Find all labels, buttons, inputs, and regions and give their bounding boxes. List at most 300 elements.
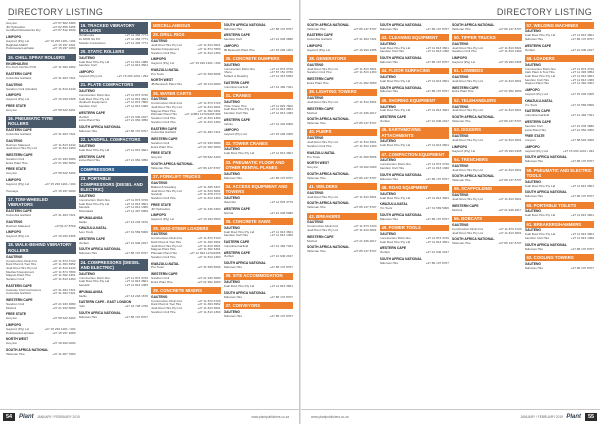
phone-number[interactable]: +27 11 874 7800 [197,46,221,51]
company-name: Columbia Garfield [307,38,332,42]
phone-number[interactable]: +27 11 813 3601 [197,105,221,110]
region-label: GAUTENG [223,147,240,152]
phone-number[interactable]: +27 15 297 1060 [52,46,76,51]
listing-row [525,267,595,271]
phone-number[interactable]: +27 11 813 1360 [425,49,449,54]
phone-number[interactable]: +27 11 436 7771 [124,40,148,45]
phone-number[interactable]: +27 21 933 3680 [52,301,76,306]
phone-number[interactable]: +27 11 392 3301 [197,247,221,252]
phone-number[interactable]: +27 11 813 3601 [197,188,221,193]
phone-number[interactable]: +27 41 484 7321 [570,113,594,118]
phone-number[interactable]: +27 11 397 6000 [124,208,148,213]
phone-number[interactable]: +27 41 484 7321 [52,132,76,137]
phone-number[interactable]: +27 11 813 3601 [570,74,594,79]
listing-row [151,121,221,125]
phone-number[interactable]: +27 11 873 3720 [498,226,522,231]
phone-number[interactable]: +27 11 813 3601 [124,63,148,68]
phone-number[interactable]: +27 86 137 8707 [570,159,594,164]
listing-row [224,86,294,90]
directory-section [224,302,294,318]
phone-number[interactable]: +27 41 484 7321 [269,243,293,248]
directory-section [224,273,294,289]
phone-number[interactable]: +27 11 813 1360 [353,70,377,75]
phone-number[interactable]: +27 18 462 0200 [353,165,377,170]
region-label: WESTERN CAPE [452,203,479,208]
phone-number[interactable]: +27 41 484 7321 [52,287,76,292]
directory-section [79,82,149,109]
region-label: MPUMALANGA [78,215,103,220]
region-label: WESTERN CAPE [379,115,407,120]
phone-number[interactable]: +27 11 813 3601 [353,194,377,199]
phone-number[interactable]: +27 11 813 1360 [124,283,148,288]
phone-number[interactable]: +27 11 873 3720 [124,275,148,280]
phone-number[interactable]: +27 11 813 3601 [498,230,522,235]
region-label: GAUTENG [524,261,541,266]
phone-number[interactable]: +27 11 813 3601 [498,108,522,113]
phone-number[interactable]: +27 11 813 1360 [124,205,148,210]
listing-row [224,152,294,156]
listing-row [307,166,377,170]
phone-number[interactable]: +27 11 813 3601 [124,147,148,152]
phone-number[interactable]: +27 21 444 6400 [269,121,293,126]
phone-number[interactable]: +27 21 946 5080 [269,210,293,215]
phone-number[interactable]: +27 11 813 3601 [353,66,377,71]
phone-number[interactable]: +27 31 569 5006 [425,206,449,211]
directory-section [6,324,76,335]
phone-number[interactable]: +27 41 484 7321 [353,37,377,42]
phone-number[interactable]: +27 11 813 4440 [52,265,76,270]
phone-number[interactable]: +27 58 622 3400 [52,316,76,321]
phone-number[interactable]: +27 31 569 5006 [197,265,221,270]
company-name: Pro Tools [524,103,538,107]
phone-number[interactable]: +27 21 946 2017 [124,114,148,119]
phone-number[interactable]: +27 11 874 7800 [52,269,76,274]
phone-number[interactable]: +27 11 813 3601 [570,33,594,38]
company-name: Dark Plant & Tool Hire [151,303,182,307]
phone-number[interactable]: +27 15 293 2305 [353,47,377,52]
phone-number[interactable]: +27 11 813 3601 [570,183,594,188]
phone-number[interactable]: +27 86 137 8707 [124,128,148,133]
phone-number[interactable]: +27 86 137 8707 [570,194,594,199]
phone-number[interactable]: +27 11 393 1862 [52,65,76,70]
phone-number[interactable]: +27 86 137 8707 [353,175,377,180]
footer-url[interactable]: www.plantpublishers.co.za [251,415,289,419]
phone-number[interactable]: +27 11 813 3601 [425,108,449,113]
company-name: Morbuti [78,115,89,119]
phone-number[interactable]: +27 41 484 7321 [197,130,221,135]
phone-number[interactable]: +27 86 137 8707 [353,26,377,31]
company-name: Joall Rout Hire Pty Ltd [452,139,483,143]
phone-number[interactable]: +27 21 952 3050 [353,81,377,86]
phone-number[interactable]: +27 11 392 3301 [197,108,221,113]
phone-number[interactable]: +27 11 967 7660 [52,351,76,356]
phone-number[interactable]: +27 11 813 3601 [425,195,449,200]
phone-number[interactable]: +27 18 213 0000 [197,82,221,87]
phone-number[interactable]: +27 15 293 1201 / 294 [189,61,221,66]
region-label: GAUTENG [78,143,95,148]
phone-number[interactable]: +27 11 873 3720 [269,66,293,71]
phone-number[interactable]: +27 11 813 1360 [52,277,76,282]
phone-number[interactable]: +27 11 393 3952 [197,302,221,307]
listing-row [380,251,450,255]
company-name: Morbuti [379,251,390,255]
company-name: Joall Rout Hire Pty Ltd [524,75,556,79]
phone-number[interactable]: +27 11 813 1360 [269,233,293,238]
phone-number[interactable]: +27 58 622 3401 [52,107,76,112]
phone-number[interactable]: +27 11 813 3601 [570,213,594,218]
listing-row [224,177,294,181]
phone-number[interactable]: +27 15 293 3560 [197,217,221,222]
company-name: Gaylord (Pty) Ltd [151,218,175,222]
phone-number[interactable]: +27 86 137 8707 [269,313,293,318]
phone-number[interactable]: +27 86 137 8707 [425,260,449,265]
phone-number[interactable]: +27 11 813 1360 [570,236,594,240]
phone-number[interactable]: +27 11 873 3720 [197,298,221,303]
phone-number[interactable]: +27 86 137 8707 [425,89,449,94]
phone-number[interactable]: +27 13 243 1670 [124,219,148,224]
phone-number[interactable]: +27 86 137 8707 [353,205,377,210]
company-name: Construction Distri-hire [78,198,110,202]
directory-column [6,22,76,408]
phone-number[interactable]: +27 86 137 8707 [425,176,449,181]
region-label: GAUTENG [307,62,324,67]
phone-number[interactable]: +27 11 813 3601 [498,45,522,50]
section-heading: 62. COOLING TOWERS [525,254,595,261]
phone-number[interactable]: +27 11 813 3601 [353,140,377,145]
listing-row [151,311,221,315]
phone-number[interactable]: +27 15 293 1201 / 294 [116,73,148,78]
phone-number[interactable]: +27 21 952 3050 [197,279,221,284]
phone-number[interactable]: +27 86 137 8707 [269,26,293,31]
region-label: SOUTH AFRICA NATIONAL [78,247,121,252]
phone-number[interactable]: +27 15 293 2305 [269,132,293,137]
directory-section [307,129,377,149]
phone-number[interactable]: +27 86 137 8707 [353,249,377,254]
company-name: Sandton Civil Hire [524,237,550,240]
company-name: Sandton Civil Hire [524,78,550,82]
phone-number[interactable]: +27 21 952 3050 [124,158,148,163]
phone-number[interactable]: +27 21 946 2017 [124,240,148,245]
phone-number[interactable]: +27 15 297 1060 [52,330,76,335]
company-name: Extra Plant Hire [452,90,474,94]
region-label: LIMPOPO [6,178,22,183]
phone-number[interactable]: +27 11 813 3601 [197,43,221,48]
listing-row [525,139,595,143]
phone-number[interactable]: +27 11 822 7602 [269,103,293,108]
phone-number[interactable]: +27 21 952 3050 [570,127,594,132]
phone-number[interactable]: +27 86 137 8707 [197,165,221,170]
phone-number[interactable]: +27 11 873 3720 [52,258,76,263]
phone-number[interactable]: +27 86 137 8707 [124,314,148,319]
phone-number[interactable]: +27 11 813 3601 [269,229,293,234]
phone-number[interactable]: +27 15 293 1201 / 294 [44,326,76,331]
region-label: LIMPOPO [6,322,22,327]
phone-number[interactable]: +27 15 293 1201 / 294 [562,148,594,153]
phone-number[interactable]: +27 86 137 8707 [425,59,449,64]
region-label: EASTERN CAPE - EAST LONDON [78,300,132,305]
phone-number[interactable]: +27 21 933 3680 [197,276,221,281]
phone-number[interactable]: +27 11 813 4440 [52,86,76,91]
listing-row [224,133,294,137]
phone-number[interactable]: +27 11 813 3601 [353,228,377,233]
section-heading: 21. PLATE COMPACTORS [79,82,149,89]
phone-number[interactable]: +27 58 622 3400 [570,138,594,143]
phone-number[interactable]: +27 11 393 3952 [197,240,221,245]
phone-number[interactable]: +27 11 436 7771 [124,36,148,41]
phone-number[interactable]: +27 21 946 2017 [353,238,377,243]
phone-number[interactable]: +27 82 856 3456 [52,24,76,29]
listing-row [380,197,450,201]
listing-row [6,88,76,92]
phone-number[interactable]: +27 11 436 7771 [124,33,148,38]
phone-number[interactable]: +27 86 137 8707 [269,294,293,299]
phone-number[interactable]: +27 11 814 1980 [124,59,148,64]
company-name: Joall Rout Hire Pty Ltd [6,266,37,270]
phone-number[interactable]: +27 21 952 3050 [197,144,221,149]
directory-section [307,213,377,233]
phone-number[interactable]: +27 21 952 3050 [498,89,522,94]
company-name: Talisman Hire [452,242,471,246]
phone-number[interactable]: +27 11 813 1360 [197,116,221,121]
directory-section [6,179,76,187]
phone-number[interactable]: +27 86 137 8707 [498,26,522,31]
phone-number[interactable]: +27 11 813 3601 [425,239,449,244]
phone-number[interactable]: +27 11 814 1990 [52,146,76,151]
region-label: FREE STATE [151,202,172,207]
phone-number[interactable]: +27 11 392 3301 [570,81,594,86]
directory-section [6,36,76,51]
phone-number[interactable]: +27 11 813 3601 [353,100,377,105]
section-heading: 35. CONCRETE SAWS [224,218,294,225]
phone-number[interactable]: +27 11 813 1360 [197,50,221,55]
phone-number[interactable]: +27 21 933 3680 [570,123,594,128]
region-label: GAUTENG [78,193,95,198]
phone-number[interactable]: +27 21 946 2017 [498,207,522,212]
phone-number[interactable]: +27 11 395 3327 [197,184,221,189]
listing-row [79,42,149,46]
phone-number[interactable]: +27 58 622 3400 [197,155,221,160]
listing-row [6,66,76,70]
phone-number[interactable]: +27 11 813 3601 [498,78,522,83]
company-name: Gaylord (Pty) Ltd [6,98,30,102]
phone-number[interactable]: +27 15 293 1201 / 294 [44,39,76,44]
phone-number[interactable]: +27 11 813 3601 [269,284,293,289]
phone-number[interactable]: +27 18 462 0200 [52,341,76,346]
listing-row [380,80,450,84]
company-name: Greyton [6,317,18,321]
phone-number[interactable]: +27 21 946 2017 [353,110,377,115]
phone-number[interactable]: +27 11 813 1360 [425,166,449,171]
phone-number[interactable]: +27 41 484 7321 [269,84,293,89]
phone-number[interactable]: +27 15 293 2305 [570,92,594,97]
phone-number[interactable]: +27 11 813 1360 [570,77,594,82]
phone-number[interactable]: +27 11 873 3720 [197,236,221,241]
phone-number[interactable]: +27 11 813 1360 [498,49,522,54]
phone-number[interactable]: +27 11 813 3601 [425,45,449,50]
phone-number[interactable]: +27 15 293 2305 [52,234,76,239]
company-name: Extra Plant Hire [151,145,173,149]
phone-number[interactable]: +27 11 392 3301 [52,273,76,278]
phone-number[interactable]: +27 12664 1270/2265 999 [184,112,221,117]
phone-number[interactable]: +27 11 873 3720 [570,66,594,71]
company-name: Sandton Civil Hire [151,310,176,314]
region-label: LIMPOPO [6,230,22,235]
phone-number[interactable]: +27 11 813 3601 [197,306,221,311]
listing-row [224,255,294,259]
phone-number[interactable]: +27 11 813 1360 [124,103,148,108]
phone-number[interactable]: +27 15 293 2305 [498,148,522,153]
phone-number[interactable]: +27 21 952 3050 [124,118,148,123]
region-label: EASTERN CAPE [6,209,32,214]
phone-number[interactable]: +27 15 297 1001 [52,42,76,47]
phone-number[interactable]: +27 11 813 1360 [197,119,221,124]
directory-section [307,173,377,181]
phone-number[interactable]: +27 86 137 8707 [425,216,449,221]
directory-section [79,156,149,164]
phone-number[interactable]: +27 21 952 3050 [52,160,76,165]
directory-section [307,183,377,199]
company-name: Sandton Civil [524,124,543,128]
phone-number[interactable]: +27 21 933 3680 [197,141,221,146]
phone-number[interactable]: +27 21 932 5060 [52,305,76,310]
phone-number[interactable]: +27 21 933 3680 [269,37,293,42]
phone-number[interactable]: +27 11 813 1360 [353,143,377,148]
phone-number[interactable]: +27 11 813 3601 [124,201,148,206]
company-name: Pro Tools [379,207,393,211]
phone-number[interactable]: +27 11 978 3770 [269,199,293,204]
phone-number[interactable]: +27 11 813 3601 [425,143,449,148]
listing-row [452,90,522,94]
phone-number[interactable]: +27 86 137 8707 [570,37,594,41]
phone-number[interactable]: +27 11 873 3720 [197,101,221,106]
directory-section [307,45,377,53]
phone-number[interactable]: +27 11 813 3601 [124,96,148,101]
phone-number[interactable]: +27 11 813 1360 [197,196,221,201]
phone-number[interactable]: +27 21 946 2017 [269,254,293,259]
phone-number[interactable]: +27 13 243 1670 [124,293,148,298]
phone-number[interactable]: +27 41 484 7321 [52,291,76,296]
phone-number[interactable]: +27 31 569 5006 [197,71,221,76]
listing-row [151,73,221,77]
region-label: LIMPOPO [6,35,22,40]
phone-number[interactable]: +27 86 137 8707 [570,265,594,270]
company-name: Joall Rout Hire Pty Ltd [307,101,338,105]
listing-row [525,38,595,42]
phone-number[interactable]: +27 86 137 8707 [353,121,377,126]
phone-number[interactable]: +27 86 137 8707 [498,178,522,183]
phone-number[interactable]: +27 11 813 3601 [498,167,522,172]
phone-number[interactable]: +27 11 813 3601 [197,243,221,248]
phone-number[interactable]: +27 11 813 1360 [269,111,293,116]
company-name: Extra Plant Hire [307,82,329,86]
phone-number[interactable]: +27 21 933 3680 [52,157,76,162]
listing-row [380,241,450,245]
directory-section [224,92,294,115]
section-heading: 49. POWER TOOLS [380,225,450,232]
phone-number[interactable]: +27 86 137 8707 [269,175,293,180]
phone-number[interactable]: +27 15 293 1201 [269,47,293,52]
phone-number[interactable]: +27 86 137 8707 [425,26,449,31]
directory-section [151,128,221,136]
phone-number[interactable]: +27 11 874 7800 [124,100,148,105]
phone-number[interactable]: +27 41 484 7321 [52,76,76,81]
phone-number[interactable]: +27 11 873 3720 [425,162,449,167]
phone-number[interactable]: +27 11 813 1360 [197,309,221,314]
phone-number[interactable]: +27 58 622 3400 [52,171,76,176]
region-label: GAUTENG [223,309,240,314]
directory-section [525,135,595,143]
listing-row [452,50,522,54]
phone-number[interactable]: +27 11 313 5053 [269,74,293,79]
phone-number[interactable]: +27 21 946 2017 [425,119,449,124]
phone-number[interactable]: +27 11 813 3601 [498,138,522,143]
company-name: Meditech Equipment [78,101,107,105]
phone-number[interactable]: +27 15 297 0000 [52,188,76,193]
phone-number[interactable]: +27 86 137 8707 [498,241,522,246]
phone-number[interactable]: +27 15 293 2305 [52,97,76,102]
section-heading: 41. WELDERS [307,183,377,190]
phone-number[interactable]: +27 11 813 3601 [570,232,594,237]
phone-number[interactable]: +27 11 813 3601 [269,151,293,156]
phone-number[interactable]: +27 21 946 2017 [425,250,449,255]
phone-number[interactable]: +27 21 946 2017 [570,47,594,52]
company-name: Extra Plant Hire [78,159,101,163]
phone-number[interactable]: +27 86 137 8707 [124,251,148,256]
directory-section [307,202,377,210]
phone-number[interactable]: +27 11 813 3601 [498,197,522,202]
page-header: DIRECTORY LISTING [496,7,592,17]
phone-number[interactable]: +27 15 293 1201 / 294 [44,182,76,186]
phone-number[interactable]: +27 87 151 3760 [269,70,293,75]
phone-number[interactable]: +27 43 748 1760 [124,304,148,309]
phone-number[interactable]: +27 11 813 1360 [197,254,221,259]
phone-number[interactable]: +27 11 873 3720 [425,235,449,240]
directory-section [380,34,450,54]
region-label: GAUTENG [379,74,396,79]
region-label: WESTERN CAPE [307,77,334,82]
phone-number[interactable]: +27 11 873 3720 [124,92,148,97]
phone-number[interactable]: +27 86 137 8707 [570,246,594,251]
phone-number[interactable]: +27 86 137 8707 [269,265,293,270]
phone-number[interactable]: +27 31 569 5006 [353,154,377,159]
section-heading: 43. CLEANING EQUIPMENT [380,34,450,41]
region-label: GAUTENG [452,134,469,139]
phone-number[interactable]: +27 11 393 3952 [52,262,76,267]
phone-number[interactable]: +27 87 812 1830 [52,28,76,33]
phone-number[interactable]: +27 31 569 5006 [570,102,594,107]
footer-url[interactable]: www.plantpublishers.co.za [311,415,349,419]
phone-number[interactable]: +27 11 813 4440 [52,142,76,147]
phone-number[interactable]: +27 31 569 5006 [124,230,148,235]
phone-number[interactable]: +27 15 293 2305 [498,59,522,64]
phone-number[interactable]: +27 12 664 1270/2265 [189,251,221,256]
phone-number[interactable]: +27 11 878 3770 [197,192,221,197]
phone-number[interactable]: +27 11 813 3601 [124,279,148,284]
phone-number[interactable]: +27(0) 27 8769 [54,223,76,228]
phone-number[interactable]: +27 11 873 3720 [353,224,377,229]
phone-number[interactable]: +27 11 813 3601 [425,78,449,83]
phone-number[interactable]: +27 11 873 3720 [124,197,148,202]
listing-row [79,242,149,246]
phone-number[interactable]: +27 41 484 7321 [52,213,76,217]
listing-row [151,208,221,212]
phone-number[interactable]: +27 11 393 3952 [570,70,594,75]
phone-number[interactable]: +27 87 802 3380 [52,22,76,25]
listing-row [452,179,522,183]
phone-number[interactable]: +27 11 436 3360 [197,206,221,211]
phone-number[interactable]: +27 86 137 8707 [498,119,522,124]
phone-number[interactable]: +27 11 813 3601 [269,107,293,112]
